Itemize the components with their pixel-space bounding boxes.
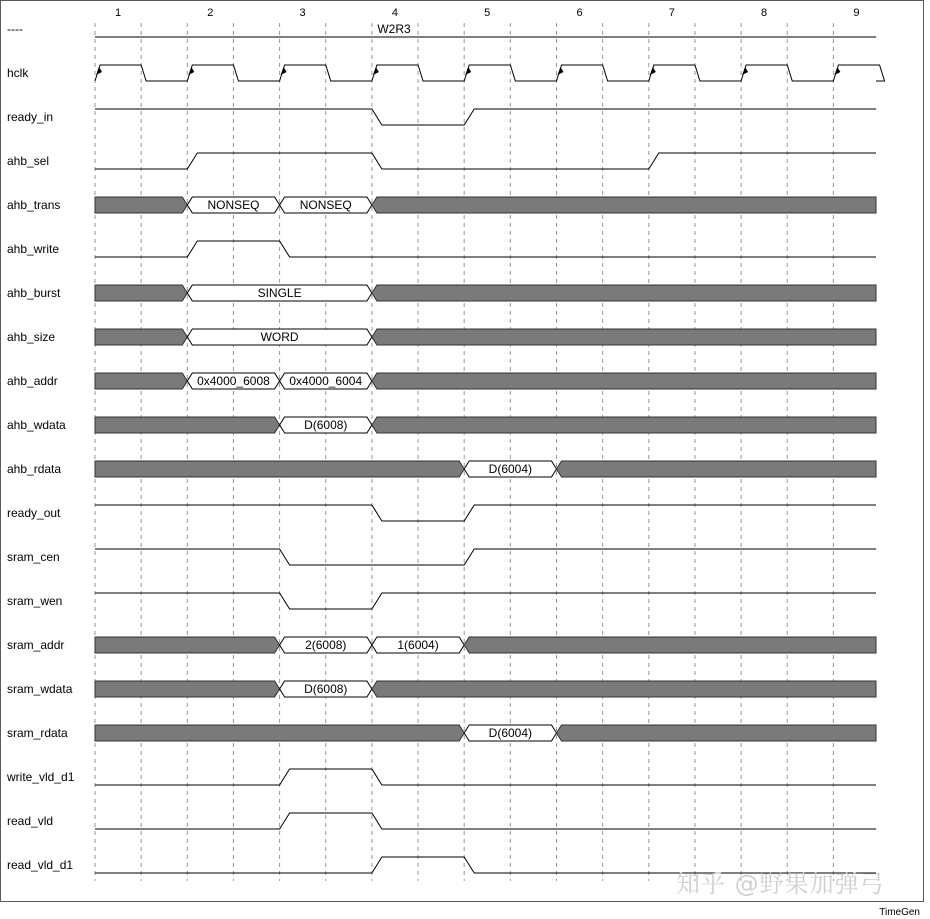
timegen-brand: TimeGen [879, 907, 920, 918]
bit-waveform [95, 153, 876, 169]
bus-value-label: 0x4000_6008 [197, 374, 270, 388]
clock-edge-arrow [281, 67, 287, 75]
signal-name: ahb_wdata [7, 418, 66, 432]
clock-edge-arrow [558, 67, 564, 75]
clock-waveform [95, 65, 885, 81]
clock-edge-arrow [188, 67, 194, 75]
watermark: 知乎 @野果加弹弓 [676, 870, 885, 898]
bus-undefined-segment [372, 417, 876, 433]
signal-name: ---- [7, 22, 23, 36]
bus-value-label: NONSEQ [299, 198, 352, 212]
bus-undefined-segment [95, 197, 187, 213]
signal-name: ahb_write [7, 242, 60, 256]
bus-undefined-segment [372, 373, 876, 389]
bus-undefined-segment [95, 373, 187, 389]
signal-name: read_vld_d1 [7, 858, 74, 872]
bus-value-label: 0x4000_6004 [289, 374, 363, 388]
bus-undefined-segment [557, 461, 877, 477]
bus-value-label: D(6004) [488, 462, 533, 476]
bus-value-label: D(6008) [304, 682, 348, 696]
bit-waveform [95, 549, 876, 565]
signal-name: hclk [7, 66, 29, 80]
bus-value-label: NONSEQ [207, 198, 260, 212]
bit-waveform [95, 505, 876, 521]
bit-waveform [95, 813, 876, 829]
bus-value-label: D(6004) [488, 726, 533, 740]
bus-value-label: 1(6004) [397, 638, 439, 652]
signal-name: ready_in [7, 110, 54, 124]
bus-undefined-segment [372, 681, 876, 697]
title-label: W2R3 [377, 22, 411, 36]
bus-undefined-segment [95, 329, 187, 345]
bus-undefined-segment [372, 285, 876, 301]
bus-value-label: SINGLE [257, 286, 302, 300]
signal-name: ahb_trans [7, 198, 61, 212]
bus-undefined-segment [95, 725, 464, 741]
bus-undefined-segment [372, 329, 876, 345]
clock-edge-arrow [96, 67, 102, 75]
bus-undefined-segment [95, 681, 280, 697]
bit-waveform [95, 109, 876, 125]
clock-edge-arrow [650, 67, 656, 75]
bus-value-label: 2(6008) [305, 638, 347, 652]
clock-edge-arrow [834, 67, 840, 75]
bus-undefined-segment [464, 637, 876, 653]
cycle-label: 1 [114, 7, 122, 19]
signal-name: ahb_burst [7, 286, 61, 300]
signal-name: ahb_rdata [7, 462, 62, 476]
bit-waveform [95, 241, 876, 257]
signal-name: write_vld_d1 [7, 770, 75, 784]
bus-value-label: D(6008) [304, 418, 348, 432]
signal-name: sram_rdata [7, 726, 68, 740]
bus-undefined-segment [557, 725, 877, 741]
cycle-label: 5 [484, 7, 491, 19]
bus-undefined-segment [95, 417, 280, 433]
signal-name: sram_wdata [7, 682, 73, 696]
bit-waveform [95, 769, 876, 785]
signal-name: ahb_addr [7, 374, 58, 388]
cycle-label: 2 [207, 7, 214, 19]
signal-name: sram_wen [7, 594, 63, 608]
signal-name: read_vld [7, 814, 54, 828]
cycle-label: 4 [391, 7, 398, 19]
cycle-label: 8 [761, 7, 768, 19]
bus-value-label: WORD [260, 330, 299, 344]
signal-name: ahb_sel [7, 154, 50, 168]
cycle-label: 6 [576, 7, 583, 19]
bus-undefined-segment [95, 285, 187, 301]
bus-undefined-segment [372, 197, 876, 213]
clock-edge-arrow [373, 67, 379, 75]
bus-undefined-segment [95, 637, 280, 653]
bit-waveform [95, 593, 876, 609]
signal-name: ready_out [7, 506, 61, 520]
bus-undefined-segment [95, 461, 464, 477]
signal-name: sram_addr [7, 638, 65, 652]
cycle-label: 9 [853, 7, 860, 19]
clock-edge-arrow [742, 67, 748, 75]
cycle-label: 3 [299, 7, 306, 19]
timing-diagram [1, 1, 925, 903]
clock-edge-arrow [465, 67, 471, 75]
signal-name: sram_cen [7, 550, 60, 564]
cycle-label: 7 [668, 7, 675, 19]
signal-name: ahb_size [7, 330, 56, 344]
